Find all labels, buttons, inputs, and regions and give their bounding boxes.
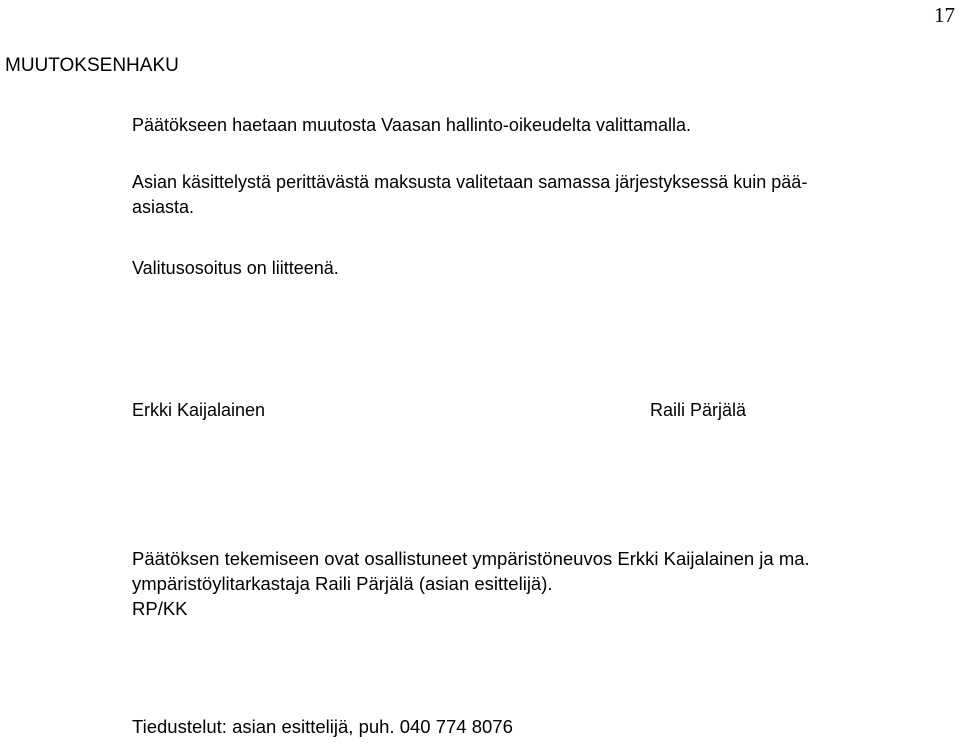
participants-line-2: ympäristöylitarkastaja Raili Pärjälä (asian esittelijä). xyxy=(132,573,553,594)
signature-left: Erkki Kaijalainen xyxy=(132,400,266,420)
page-number: 17 xyxy=(934,3,955,27)
appeal-court-paragraph: Päätökseen haetaan muutosta Vaasan hallinto-oikeudelta valittamalla. xyxy=(132,115,692,135)
participants-line-1: Päätöksen tekemiseen ovat osallistuneet ympäristöneuvos Erkki Kaijalainen ja ma. xyxy=(132,548,810,569)
participants-block xyxy=(132,546,960,621)
fee-appeal-paragraph xyxy=(132,170,942,220)
appeal-instructions-paragraph: Valitusosoitus on liitteenä. xyxy=(132,258,339,278)
fee-appeal-line-1: Asian käsittelystä perittävästä maksusta valitetaan samassa järjestyksessä kuin pää- xyxy=(132,172,808,192)
contact-info: Tiedustelut: asian esittelijä, puh. 040 774 8076 xyxy=(132,716,513,737)
signature-right: Raili Pärjälä xyxy=(650,400,747,420)
section-heading: MUUTOKSENHAKU xyxy=(5,55,179,76)
document-initials: RP/KK xyxy=(132,598,188,619)
fee-appeal-line-2: asiasta. xyxy=(132,197,195,217)
